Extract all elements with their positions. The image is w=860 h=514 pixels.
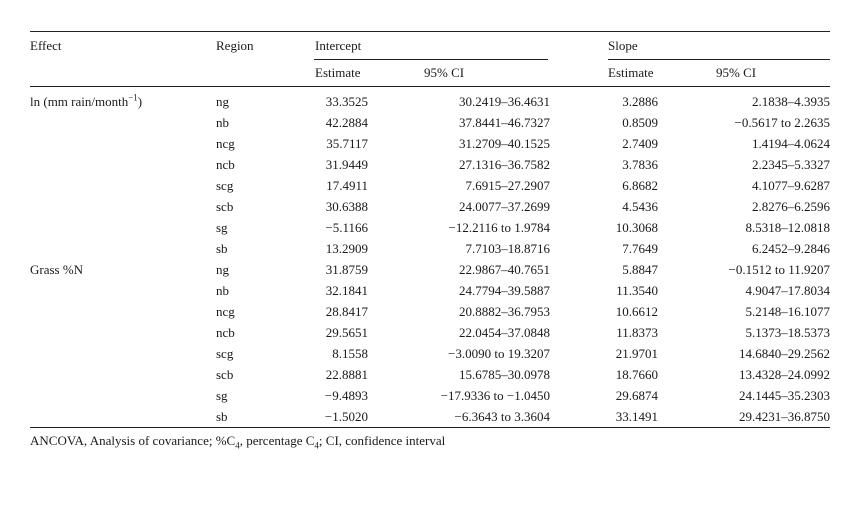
cell-slope-estimate: 21.9701 [615, 346, 658, 361]
effect-label-rain [30, 94, 142, 110]
cell-slope-ci: 4.9047–17.8034 [745, 283, 830, 298]
header-slope-ci: 95% CI [716, 65, 757, 80]
cell-intercept-estimate: 31.9449 [325, 157, 368, 172]
cell-slope-estimate: 10.6612 [615, 304, 658, 319]
cell-intercept-ci: 7.7103–18.8716 [465, 241, 550, 256]
cell-slope-ci: 13.4328–24.0992 [739, 367, 830, 382]
cell-region: ncb [216, 157, 235, 172]
cell-intercept-estimate: 32.1841 [325, 283, 368, 298]
header-intercept-ci: 95% CI [424, 65, 465, 80]
cell-intercept-ci: 31.2709–40.1525 [459, 136, 550, 151]
cell-slope-estimate: 0.8509 [622, 115, 658, 130]
cell-intercept-estimate: 35.7117 [326, 136, 368, 151]
cell-slope-estimate: 3.2886 [622, 94, 658, 109]
footnote-part2: , percentage C [239, 433, 315, 448]
cell-region: ncg [216, 304, 235, 319]
cell-slope-ci: −0.1512 to 11.9207 [728, 262, 830, 277]
cell-intercept-estimate: 28.8417 [325, 304, 368, 319]
cell-intercept-estimate: −5.1166 [325, 220, 368, 235]
cell-slope-ci: 4.1077–9.6287 [752, 178, 830, 193]
cell-intercept-estimate: 8.1558 [332, 346, 368, 361]
cell-intercept-estimate: 17.4911 [326, 178, 368, 193]
cell-slope-estimate: 2.7409 [622, 136, 658, 151]
header-slope-estimate: Estimate [608, 65, 654, 80]
header-region: Region [216, 38, 254, 53]
cell-region: sg [216, 388, 228, 403]
cell-intercept-estimate: 33.3525 [325, 94, 368, 109]
cell-slope-ci: 6.2452–9.2846 [752, 241, 830, 256]
cell-slope-estimate: 3.7836 [622, 157, 658, 172]
cell-region: sg [216, 220, 228, 235]
effect-label-rain-main: ln (mm rain/month [30, 94, 129, 109]
cell-intercept-ci: −12.2116 to 1.9784 [448, 220, 550, 235]
effect-label-grass [30, 262, 83, 278]
cell-slope-ci: 24.1445–35.2303 [739, 388, 830, 403]
cell-slope-estimate: 5.8847 [622, 262, 658, 277]
cell-intercept-ci: 7.6915–27.2907 [465, 178, 550, 193]
cell-region: nb [216, 115, 229, 130]
cell-slope-ci: 29.4231–36.8750 [739, 409, 830, 424]
cell-region: scg [216, 178, 234, 193]
cell-region: sb [216, 241, 228, 256]
header-bottom-rule [30, 86, 830, 87]
table-bottom-rule [30, 427, 830, 428]
cell-intercept-ci: 22.0454–37.0848 [459, 325, 550, 340]
cell-slope-ci: 1.4194–4.0624 [752, 136, 830, 151]
cell-slope-estimate: 4.5436 [622, 199, 658, 214]
cell-intercept-ci: 22.9867–40.7651 [459, 262, 550, 277]
top-rule [30, 31, 830, 32]
cell-slope-estimate: 33.1491 [615, 409, 658, 424]
cell-slope-estimate: 29.6874 [615, 388, 658, 403]
header-effect: Effect [30, 38, 62, 53]
cell-slope-estimate: 7.7649 [622, 241, 658, 256]
cell-slope-estimate: 18.7660 [615, 367, 658, 382]
footnote-part1: ANCOVA, Analysis of covariance; %C [30, 433, 236, 448]
cell-intercept-estimate: 42.2884 [325, 115, 368, 130]
cell-intercept-estimate: 13.2909 [325, 241, 368, 256]
cell-region: ncg [216, 136, 235, 151]
cell-intercept-estimate: 22.8881 [325, 367, 368, 382]
cell-slope-ci: 2.1838–4.3935 [752, 94, 830, 109]
cell-region: scg [216, 346, 234, 361]
cell-intercept-ci: 30.2419–36.4631 [459, 94, 550, 109]
cell-intercept-ci: 24.7794–39.5887 [459, 283, 550, 298]
cell-slope-estimate: 11.8373 [616, 325, 658, 340]
cell-slope-estimate: 6.8682 [622, 178, 658, 193]
effect-label-rain-tail: ) [137, 94, 143, 109]
cell-region: sb [216, 409, 228, 424]
cell-slope-estimate: 10.3068 [615, 220, 658, 235]
cell-slope-ci: 8.5318–12.0818 [745, 220, 830, 235]
cell-slope-ci: 2.2345–5.3327 [752, 157, 830, 172]
footnote-part3: ; CI, confidence interval [318, 433, 446, 448]
cell-slope-estimate: 11.3540 [616, 283, 658, 298]
cell-intercept-estimate: −9.4893 [324, 388, 368, 403]
cell-intercept-ci: −6.3643 to 3.3604 [454, 409, 550, 424]
intercept-underline [314, 59, 548, 60]
footnote-sub1: 4 [235, 440, 240, 451]
cell-intercept-ci: 15.6785–30.0978 [459, 367, 550, 382]
cell-region: ng [216, 94, 229, 109]
slope-underline [608, 59, 830, 60]
cell-intercept-estimate: 30.6388 [325, 199, 368, 214]
footnote [30, 433, 445, 449]
cell-intercept-estimate: −1.5020 [324, 409, 368, 424]
cell-slope-ci: 5.2148–16.1077 [745, 304, 830, 319]
cell-intercept-ci: 37.8441–46.7327 [459, 115, 550, 130]
effect-label-rain-sup: −1 [128, 92, 138, 103]
cell-slope-ci: 14.6840–29.2562 [739, 346, 830, 361]
cell-intercept-ci: 24.0077–37.2699 [459, 199, 550, 214]
header-slope: Slope [608, 38, 638, 53]
cell-intercept-estimate: 31.8759 [325, 262, 368, 277]
cell-region: scb [216, 367, 234, 382]
header-intercept-estimate: Estimate [315, 65, 361, 80]
cell-region: nb [216, 283, 229, 298]
cell-slope-ci: −0.5617 to 2.2635 [734, 115, 830, 130]
cell-intercept-ci: −17.9336 to −1.0450 [440, 388, 550, 403]
cell-intercept-ci: 20.8882–36.7953 [459, 304, 550, 319]
effect-label-grass-main: Grass %N [30, 262, 84, 277]
cell-region: ng [216, 262, 229, 277]
cell-slope-ci: 5.1373–18.5373 [745, 325, 830, 340]
header-intercept: Intercept [315, 38, 362, 53]
cell-intercept-ci: −3.0090 to 19.3207 [448, 346, 550, 361]
footnote-sub2: 4 [314, 440, 319, 451]
cell-region: ncb [216, 325, 235, 340]
cell-slope-ci: 2.8276–6.2596 [752, 199, 830, 214]
cell-intercept-estimate: 29.5651 [325, 325, 368, 340]
cell-intercept-ci: 27.1316–36.7582 [459, 157, 550, 172]
cell-region: scb [216, 199, 234, 214]
